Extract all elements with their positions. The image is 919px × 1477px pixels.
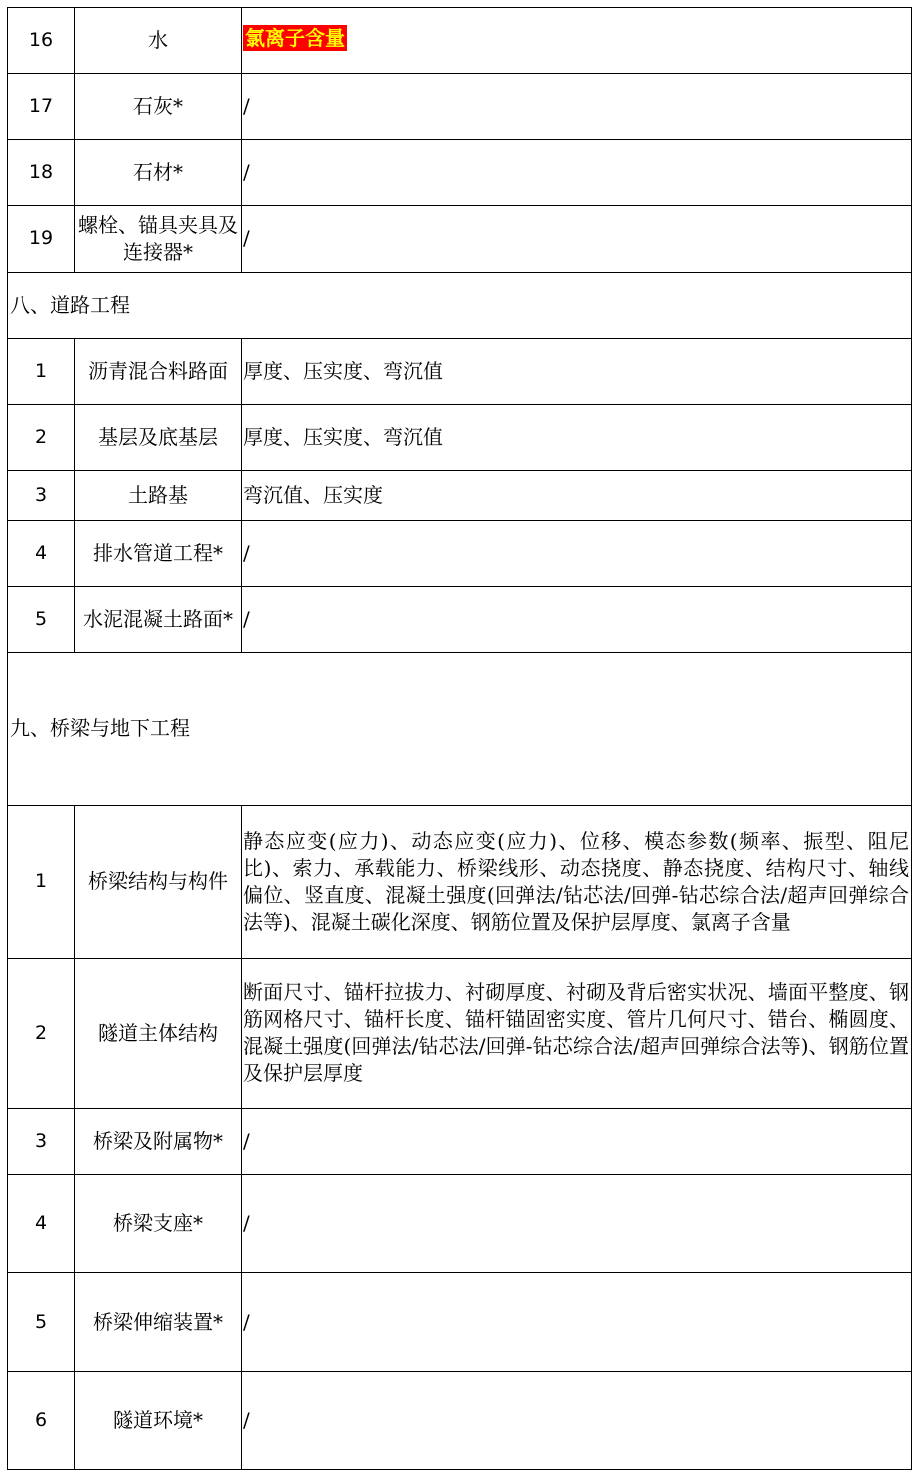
item-name: 基层及底基层 (75, 404, 242, 470)
row-number: 1 (8, 338, 75, 404)
param-cell: / (242, 206, 912, 272)
item-name: 水泥混凝土路面* (75, 587, 242, 653)
section-row (8, 272, 912, 338)
row-number: 5 (8, 1273, 75, 1371)
param-cell: 断面尺寸、锚杆拉拔力、衬砌厚度、衬砌及背后密实状况、墙面平整度、钢筋网格尺寸、锚杆长度、锚杆锚固密实度、管片几何尺寸、错台、椭圆度、混凝土强度(回弹法/钻芯法/回弹-钻芯综合法/超声回弹综合法等)、钢筋位置及保护层厚度 (242, 958, 912, 1108)
section-row (8, 653, 912, 805)
param-cell: / (242, 140, 912, 206)
inspection-items-table (7, 7, 912, 1470)
param-cell: 静态应变(应力)、动态应变(应力)、位移、模态参数(频率、振型、阻尼比)、索力、承载能力、桥梁线形、动态挠度、静态挠度、结构尺寸、轴线偏位、竖直度、混凝土强度(回弹法/钻芯法/回弹-钻芯综合法/超声回弹综合法等)、混凝土碳化深度、钢筋位置及保护层厚度、氯离子含量 (242, 805, 912, 958)
item-name: 水 (75, 8, 242, 74)
item-name: 石灰* (75, 74, 242, 140)
highlighted-param: 氯离子含量 (245, 26, 345, 50)
item-name: 沥青混合料路面 (75, 338, 242, 404)
param-cell: / (242, 587, 912, 653)
table-row (8, 8, 912, 74)
param-cell: / (242, 1371, 912, 1469)
row-number: 18 (8, 140, 75, 206)
param-cell: / (242, 1175, 912, 1273)
row-number: 4 (8, 1175, 75, 1273)
item-name: 石材* (75, 140, 242, 206)
param-cell: / (242, 1273, 912, 1371)
table-row (8, 404, 912, 470)
row-number: 2 (8, 404, 75, 470)
param-cell: 厚度、压实度、弯沉值 (242, 338, 912, 404)
row-number: 16 (8, 8, 75, 74)
table-row (8, 1371, 912, 1469)
row-number: 2 (8, 958, 75, 1108)
table-row (8, 74, 912, 140)
row-number: 6 (8, 1371, 75, 1469)
section-title-bridge: 九、桥梁与地下工程 (8, 653, 912, 805)
table-row (8, 470, 912, 520)
table-row (8, 1109, 912, 1175)
row-number: 17 (8, 74, 75, 140)
item-name: 排水管道工程* (75, 520, 242, 586)
item-name: 隧道环境* (75, 1371, 242, 1469)
table-row (8, 520, 912, 586)
row-number: 3 (8, 1109, 75, 1175)
table-row (8, 1273, 912, 1371)
table-row (8, 338, 912, 404)
param-cell: / (242, 74, 912, 140)
row-number: 3 (8, 470, 75, 520)
item-name: 螺栓、锚具夹具及连接器* (75, 206, 242, 272)
item-name: 桥梁伸缩装置* (75, 1273, 242, 1371)
row-number: 5 (8, 587, 75, 653)
param-cell: / (242, 520, 912, 586)
item-name: 桥梁支座* (75, 1175, 242, 1273)
table-row (8, 587, 912, 653)
param-cell: / (242, 1109, 912, 1175)
param-cell: 弯沉值、压实度 (242, 470, 912, 520)
row-number: 1 (8, 805, 75, 958)
item-name: 隧道主体结构 (75, 958, 242, 1108)
table-row (8, 206, 912, 272)
table-row (8, 958, 912, 1108)
row-number: 4 (8, 520, 75, 586)
table-row (8, 1175, 912, 1273)
param-cell (242, 8, 912, 74)
param-cell: 厚度、压实度、弯沉值 (242, 404, 912, 470)
item-name: 桥梁及附属物* (75, 1109, 242, 1175)
item-name: 土路基 (75, 470, 242, 520)
row-number: 19 (8, 206, 75, 272)
item-name: 桥梁结构与构件 (75, 805, 242, 958)
table-row (8, 805, 912, 958)
table-row (8, 140, 912, 206)
section-title-road: 八、道路工程 (8, 272, 912, 338)
